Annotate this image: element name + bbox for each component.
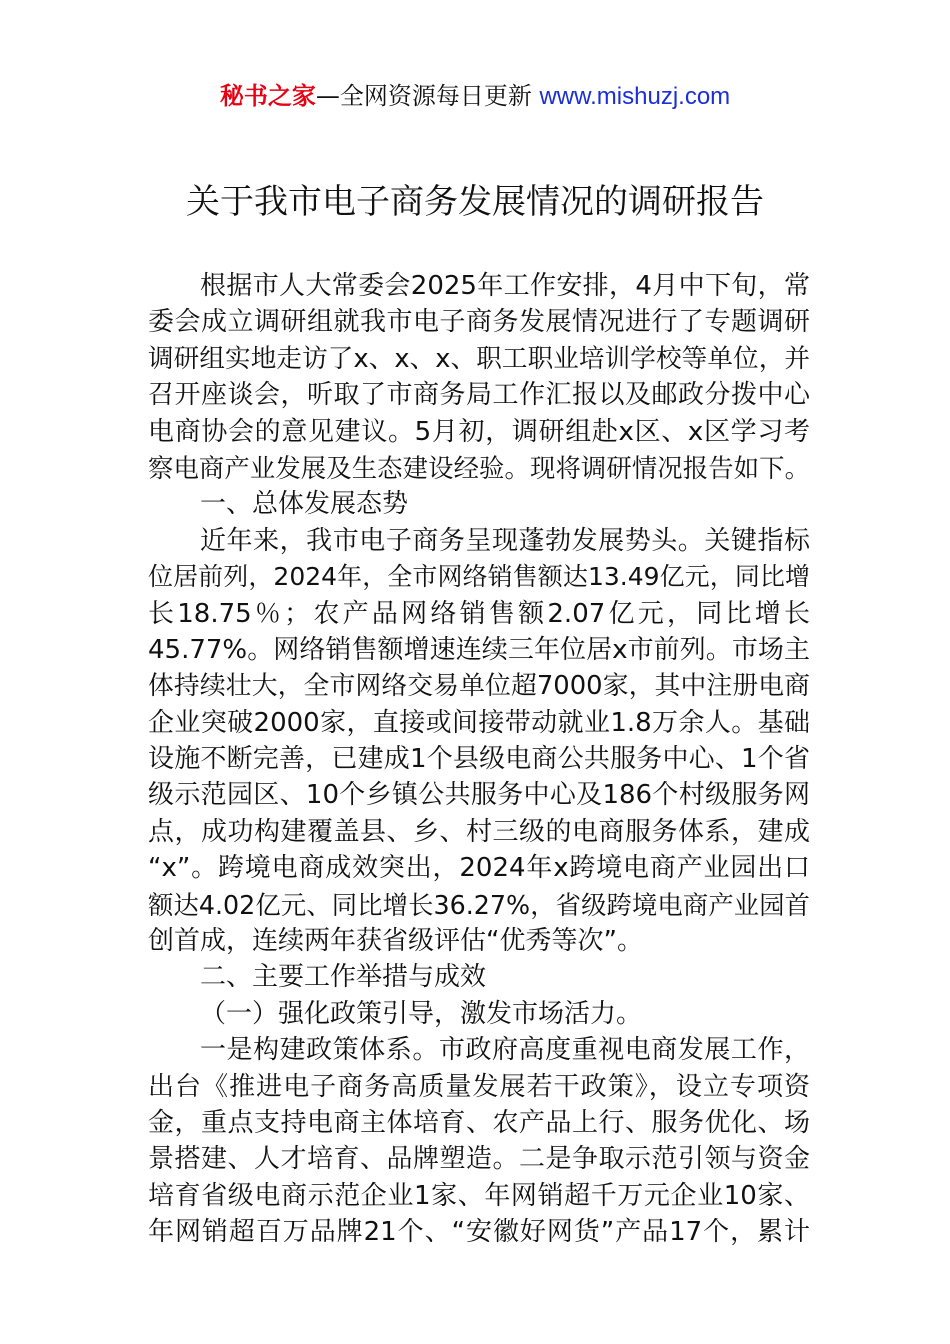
banner-brand: 秘书之家 xyxy=(219,82,316,110)
body-line: 级示范园区、10个乡镇公共服务中心及186个村级服务网 xyxy=(148,780,810,811)
body-line: 出台《推进电子商务高质量发展若干政策》，设立专项资 xyxy=(148,1071,810,1102)
body-line: 设施不断完善，已建成1个县级电商公共服务中心、1个省 xyxy=(148,744,810,775)
body-line: 察电商产业发展及生态建设经验。现将调研情况报告如下。 xyxy=(148,452,810,483)
body-line: 近年来，我市电子商务呈现蓬勃发展势头。关键指标 xyxy=(200,525,810,556)
section-heading: 一、总体发展态势 xyxy=(200,489,409,520)
body-line: 根据市人大常委会2025年工作安排，4月中下旬，常 xyxy=(200,271,810,301)
body-line: 金，重点支持电商主体培育、农产品上行、服务优化、场 xyxy=(148,1107,810,1138)
section-heading: 二、主要工作举措与成效 xyxy=(200,962,487,993)
body-line: 额达4.02亿元、同比增长36.27%，省级跨境电商产业园首 xyxy=(148,889,810,920)
body-line: 电商协会的意见建议。5月初，调研组赴x区、x区学习考 xyxy=(148,416,810,447)
body-line: 年网销超百万品牌21个、“安徽好网货”产品17个，累计 xyxy=(148,1217,810,1248)
body-line: 企业突破2000家，直接或间接带动就业1.8万余人。基础 xyxy=(148,707,810,738)
site-banner xyxy=(0,80,950,113)
banner-slogan: —全网资源每日更新 xyxy=(315,82,532,110)
body-line: “x”。跨境电商成效突出，2024年x跨境电商产业园出口 xyxy=(148,853,810,884)
body-line: 召开座谈会，听取了市商务局工作汇报以及邮政分拨中心 xyxy=(148,380,810,411)
body-line: 45.77%。网络销售额增速连续三年位居x市前列。市场主 xyxy=(148,634,810,665)
body-line: 体持续壮大，全市网络交易单位超7000家，其中注册电商 xyxy=(148,671,810,702)
body-line: 一是构建政策体系。市政府高度重视电商发展工作， xyxy=(200,1035,810,1066)
body-line: 景搭建、人才培育、品牌塑造。二是争取示范引领与资金 xyxy=(148,1144,810,1175)
body-line: 位居前列，2024年，全市网络销售额达13.49亿元，同比增 xyxy=(148,562,810,592)
subsection-heading: （一）强化政策引导，激发市场活力。 xyxy=(200,998,643,1029)
document-title: 关于我市电子商务发展情况的调研报告 xyxy=(186,182,764,222)
body-line: 委会成立调研组就我市电子商务发展情况进行了专题调研 xyxy=(148,307,810,338)
document-body xyxy=(148,268,810,1251)
body-line: 创首成，连续两年获省级评估“优秀等次”。 xyxy=(148,926,643,957)
body-line: 点，成功构建覆盖县、乡、村三级的电商服务体系，建成 xyxy=(148,816,810,847)
body-line: 培育省级电商示范企业1家、年网销超千万元企业10家、 xyxy=(148,1180,810,1211)
body-line: 调研组实地走访了x、x、x、职工职业培训学校等单位，并 xyxy=(148,343,810,374)
banner-url-link[interactable]: www.mishuzj.com xyxy=(539,83,731,110)
body-line: 长18.75％；农产品网络销售额2.07亿元，同比增长 xyxy=(148,598,810,629)
